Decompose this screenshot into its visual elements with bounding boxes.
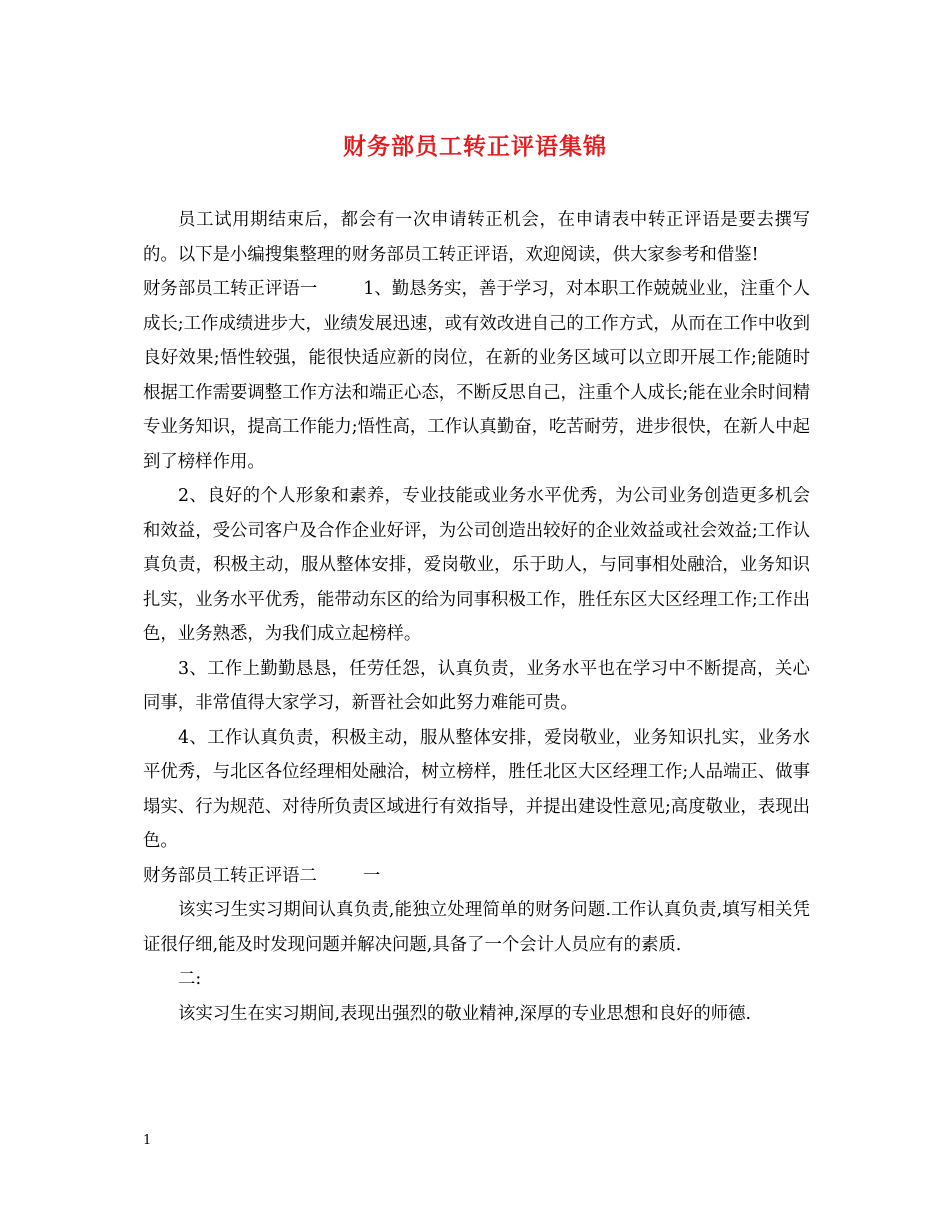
- section1-item3: 3、工作上勤勤恳恳，任劳任怨，认真负责，业务水平也在学习中不断提高，关心同事，非常值得大家学习，新晋社会如此努力难能可贵。: [143, 658, 810, 713]
- section1-paragraph: [143, 272, 810, 479]
- page-number: 1: [143, 1133, 152, 1148]
- section1-item1: 1、勤恳务实，善于学习，对本职工作兢兢业业，注重个人成长;工作成绩进步大，业绩发展迅速，或有效改进自己的工作方式，从而在工作中收到良好效果;悟性较强，能很快适应新的岗位，在新的业务区域可以立即开展工作;能随时根据工作需要调整工作方法和端正心态，不断反思自己，注重个人成长;能在业余时间精专业务知识，提高工作能力;悟性高，工作认真勤奋，吃苦耐劳，进步很快，在新人中起到了榜样作用。: [143, 279, 810, 472]
- section2-marker1: 一: [362, 865, 381, 886]
- section2-text2: 该实习生在实习期间,表现出强烈的敬业精神,深厚的专业思想和良好的师德.: [178, 1003, 752, 1024]
- document-body: [143, 203, 810, 1031]
- section2-text1: 该实习生实习期间认真负责,能独立处理简单的财务问题.工作认真负责,填写相关凭证很仔细,能及时发现问题并解决问题,具备了一个会计人员应有的素质.: [143, 900, 810, 955]
- section2-marker2: 二:: [178, 969, 202, 989]
- section1-item2: 2、良好的个人形象和素养，专业技能或业务水平优秀，为公司业务创造更多机会和效益，受公司客户及合作企业好评，为公司创造出较好的企业效益或社会效益;工作认真负责，积极主动，服从整体安排，爱岗敬业，乐于助人，与同事相处融洽，业务知识扎实，业务水平优秀，能带动东区的给为同事积极工作，胜任东区大区经理工作;工作出色，业务熟悉，为我们成立起榜样。: [143, 486, 810, 644]
- section1-heading: 财务部员工转正评语一: [143, 279, 318, 299]
- section1-item4: 4、工作认真负责，积极主动，服从整体安排，爱岗敬业，业务知识扎实，业务水平优秀，与北区各位经理相处融洽，树立榜样，胜任北区大区经理工作;人品端正、做事塌实、行为规范、对待所负责区域进行有效指导，并提出建设性意见;高度敬业，表现出色。: [143, 727, 810, 851]
- section2-heading: 财务部员工转正评语二: [143, 865, 317, 886]
- section2-heading-line: [143, 859, 810, 894]
- document-title: 财务部员工转正评语集锦: [343, 133, 607, 160]
- intro-paragraph: 员工试用期结束后，都会有一次申请转正机会，在申请表中转正评语是要去撰写的。以下是小编搜集整理的财务部员工转正评语，欢迎阅读，供大家参考和借鉴!: [143, 210, 810, 265]
